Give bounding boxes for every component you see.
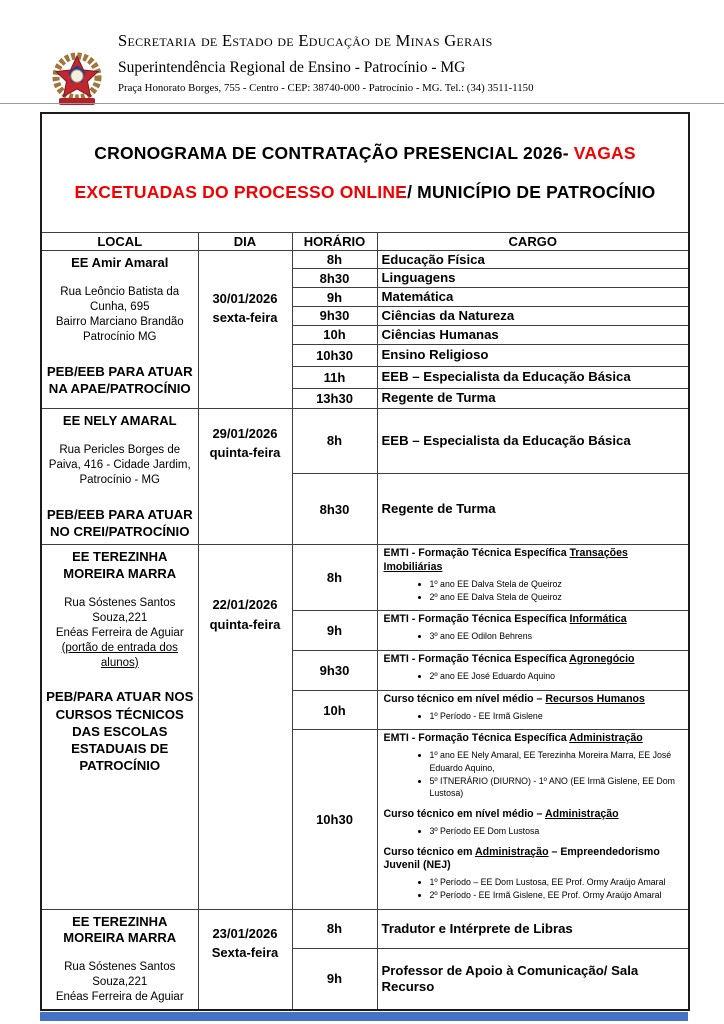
school-role: PEB/EEB PARA ATUAR NO CREI/PATROCÍNIO bbox=[46, 506, 193, 540]
school-name: EE NELY AMARAL bbox=[62, 412, 177, 428]
cargo-cell bbox=[377, 909, 689, 948]
course-heading-part: Curso técnico em nível médio – bbox=[383, 692, 546, 705]
school-address bbox=[45, 596, 195, 671]
title-row bbox=[41, 113, 689, 232]
course-heading-part: EMTI - Formação Técnica Específica bbox=[383, 732, 570, 745]
school-role: PEB/EEB PARA ATUAR NA APAE/PATROCÍNIO bbox=[46, 363, 193, 396]
bullet-item: • 2º ano EE Dalva Stela de Queiroz bbox=[430, 591, 683, 604]
cargo-cell bbox=[377, 650, 689, 690]
bullet-item: • 1º Período - EE Irmã Gislene bbox=[430, 710, 683, 723]
schedule-row bbox=[41, 909, 689, 948]
local-cell bbox=[41, 545, 198, 909]
course-heading-part: Transações Imobiliárias bbox=[383, 547, 628, 574]
address-line: Patrocínio MG bbox=[83, 330, 157, 343]
column-header-local: LOCAL bbox=[41, 232, 198, 250]
title-red-part: VAGAS EXCETUADAS DO PROCESSO ONLINE bbox=[74, 142, 636, 202]
course-heading-part: Administração bbox=[545, 808, 619, 821]
bullet-list bbox=[384, 825, 683, 838]
course-heading-part: Informática bbox=[569, 613, 627, 626]
time-cell: 10h30 bbox=[292, 730, 377, 909]
school-address bbox=[45, 960, 195, 1005]
day-date: 23/01/2026 bbox=[212, 925, 278, 941]
day-date: 30/01/2026 bbox=[212, 290, 278, 306]
column-header-horario: HORÁRIO bbox=[292, 232, 377, 250]
address-line: Rua Sóstenes Santos Souza,221 bbox=[64, 596, 176, 624]
cargo-label: Ciências Humanas bbox=[381, 326, 499, 342]
course-heading-part: Administração bbox=[474, 845, 549, 858]
day-cell bbox=[198, 545, 292, 909]
cargo-label: Ensino Religioso bbox=[381, 347, 489, 363]
course-heading-part: EMTI - Formação Técnica Específica bbox=[383, 547, 570, 560]
day-date: 22/01/2026 bbox=[212, 597, 278, 613]
time-cell: 8h bbox=[292, 545, 377, 611]
coat-of-arms-icon bbox=[46, 52, 108, 108]
course-heading bbox=[384, 732, 683, 746]
cargo-label: Ciências da Natureza bbox=[381, 308, 515, 324]
bullet-item: • 3º Período EE Dom Lustosa bbox=[430, 825, 683, 838]
day-cell bbox=[198, 909, 292, 1010]
course-heading bbox=[384, 653, 683, 667]
time-cell: 10h30 bbox=[292, 344, 377, 366]
bottom-accent-bar bbox=[40, 1012, 688, 1021]
school-name: EE TEREZINHA MOREIRA MARRA bbox=[63, 913, 177, 945]
cargo-cell bbox=[377, 690, 689, 730]
cargo-label: Matemática bbox=[381, 289, 454, 305]
address-contact-line: Praça Honorato Borges, 755 - Centro - CEP: 38740-000 - Patrocínio - MG. Tel.: (34) 3511-1150 bbox=[118, 82, 534, 94]
local-cell bbox=[41, 250, 198, 408]
schedule-table-body bbox=[41, 250, 689, 1010]
day-cell bbox=[198, 250, 292, 408]
cargo-cell bbox=[377, 611, 689, 651]
cargo-cell bbox=[377, 269, 689, 288]
header-divider bbox=[0, 103, 724, 104]
bullet-list bbox=[384, 876, 683, 902]
cargo-cell bbox=[377, 948, 689, 1010]
document-title bbox=[41, 113, 689, 232]
time-cell: 9h bbox=[292, 948, 377, 1010]
time-cell: 9h bbox=[292, 611, 377, 651]
school-name: EE TEREZINHA MOREIRA MARRA bbox=[63, 549, 177, 581]
bullet-item: • 5º ITNERÁRIO (DIURNO) - 1º ANO (EE Irmã Gislene, EE Dom Lustosa) bbox=[430, 775, 683, 801]
school-role: PEB/PARA ATUAR NOS CURSOS TÉCNICOS DAS ESCOLAS ESTADUAIS DE PATROCÍNIO bbox=[46, 689, 194, 774]
course-heading-part: Administração bbox=[569, 732, 643, 745]
day-date: 29/01/2026 bbox=[212, 425, 278, 441]
cargo-label: Tradutor e Intérprete de Libras bbox=[381, 920, 573, 936]
cargo-cell bbox=[377, 408, 689, 473]
course-heading-part: – Empreendedorismo Juvenil (NEJ) bbox=[383, 845, 660, 872]
cargo-cell bbox=[377, 325, 689, 344]
column-header-cargo: CARGO bbox=[377, 232, 689, 250]
cargo-label: Regente de Turma bbox=[381, 501, 496, 517]
letterhead bbox=[46, 31, 533, 113]
bullet-item: • 2º Período - EE Irmã Gislene, EE Prof. Ormy Araújo Amaral bbox=[430, 889, 683, 902]
bullet-list bbox=[384, 749, 683, 800]
course-heading-part: EMTI - Formação Técnica Específica bbox=[383, 652, 570, 665]
time-cell: 11h bbox=[292, 366, 377, 388]
cargo-cell bbox=[377, 344, 689, 366]
cargo-cell bbox=[377, 388, 689, 408]
time-cell: 10h bbox=[292, 690, 377, 730]
day-weekday: sexta-feira bbox=[212, 310, 278, 325]
time-cell: 8h30 bbox=[292, 269, 377, 288]
local-cell bbox=[41, 909, 198, 1010]
bullet-item: • 3º ano EE Odilon Behrens bbox=[430, 630, 683, 643]
cargo-cell bbox=[377, 250, 689, 269]
schedule-table bbox=[40, 112, 690, 1011]
address-line: Rua Leôncio Batista da Cunha, 695 bbox=[60, 285, 180, 313]
course-heading-part: Curso técnico em nível médio – bbox=[383, 808, 546, 821]
schedule-row bbox=[41, 250, 689, 269]
bullet-list bbox=[384, 670, 683, 683]
course-heading-part: Recursos Humanos bbox=[545, 692, 645, 705]
bullet-item: • 2º ano EE José Eduardo Aquino bbox=[430, 670, 683, 683]
course-heading bbox=[384, 613, 683, 627]
cargo-cell bbox=[377, 730, 689, 909]
day-weekday: quinta-feira bbox=[209, 445, 281, 461]
time-cell: 10h bbox=[292, 325, 377, 344]
address-line: Enéas Ferreira de Aguiar bbox=[55, 626, 184, 639]
letterhead-text bbox=[118, 31, 533, 94]
cargo-label: Professor de Apoio à Comunicação/ Sala Recurso bbox=[381, 963, 639, 994]
title-black-part-2: / MUNICÍPIO DE PATROCÍNIO bbox=[407, 181, 656, 202]
day-weekday: quinta-feira bbox=[209, 616, 281, 632]
bullet-list bbox=[384, 710, 683, 723]
school-address bbox=[45, 443, 195, 488]
cargo-cell bbox=[377, 545, 689, 611]
course-heading bbox=[384, 547, 683, 575]
schedule-row bbox=[41, 545, 689, 611]
day-cell bbox=[198, 408, 292, 544]
cargo-label: EEB – Especialista da Educação Básica bbox=[381, 432, 631, 448]
course-heading bbox=[384, 846, 683, 874]
cargo-label: Educação Física bbox=[381, 251, 485, 267]
cargo-cell bbox=[377, 366, 689, 388]
course-heading bbox=[384, 808, 683, 822]
time-cell: 9h30 bbox=[292, 650, 377, 690]
time-cell: 8h30 bbox=[292, 473, 377, 544]
address-line: Rua Sóstenes Santos Souza,221 bbox=[64, 961, 176, 989]
address-line: Bairro Marciano Brandão bbox=[55, 315, 184, 328]
bullet-list bbox=[384, 578, 683, 604]
organization-name: Secretaria de Estado de Educação de Minas Gerais bbox=[118, 31, 493, 50]
day-weekday: Sexta-feira bbox=[211, 945, 279, 961]
cargo-label: EEB – Especialista da Educação Básica bbox=[381, 369, 631, 385]
course-heading-part: EMTI - Formação Técnica Específica bbox=[383, 613, 570, 626]
address-line: Enéas Ferreira de Aguiar bbox=[55, 991, 184, 1003]
title-black-part-1: CRONOGRAMA DE CONTRATAÇÃO PRESENCIAL 2026- bbox=[94, 142, 574, 163]
department-name: Superintendência Regional de Ensino - Patrocínio - MG bbox=[118, 59, 466, 76]
cargo-cell bbox=[377, 288, 689, 307]
cargo-cell bbox=[377, 307, 689, 326]
school-name: EE Amir Amaral bbox=[71, 254, 169, 270]
time-cell: 8h bbox=[292, 909, 377, 948]
school-address bbox=[45, 285, 195, 345]
cargo-cell bbox=[377, 473, 689, 544]
course-heading-part: Agronegócio bbox=[569, 652, 635, 665]
schedule-row bbox=[41, 408, 689, 473]
address-line: Rua Pericles Borges de Paiva, 416 - Cidade Jardim, Patrocínio - MG bbox=[48, 444, 191, 486]
time-cell: 13h30 bbox=[292, 388, 377, 408]
bullet-item: • 1º Período – EE Dom Lustosa, EE Prof. Ormy Araújo Amaral bbox=[430, 876, 683, 889]
bullet-item: • 1º ano EE Nely Amaral, EE Terezinha Moreira Marra, EE José Eduardo Aquino, bbox=[430, 749, 683, 775]
time-cell: 8h bbox=[292, 250, 377, 269]
time-cell: 9h bbox=[292, 288, 377, 307]
cargo-label: Linguagens bbox=[381, 270, 456, 286]
bullet-list bbox=[384, 630, 683, 643]
local-cell bbox=[41, 408, 198, 544]
address-line: (portão de entrada dos alunos) bbox=[61, 641, 178, 669]
bullet-item: • 1º ano EE Dalva Stela de Queiroz bbox=[430, 578, 683, 591]
time-cell: 9h30 bbox=[292, 307, 377, 326]
time-cell: 8h bbox=[292, 408, 377, 473]
course-heading-part: Curso técnico em bbox=[383, 845, 475, 858]
course-heading bbox=[384, 693, 683, 707]
column-header-dia: DIA bbox=[198, 232, 292, 250]
column-header-row bbox=[41, 232, 689, 250]
cargo-label: Regente de Turma bbox=[381, 390, 496, 406]
